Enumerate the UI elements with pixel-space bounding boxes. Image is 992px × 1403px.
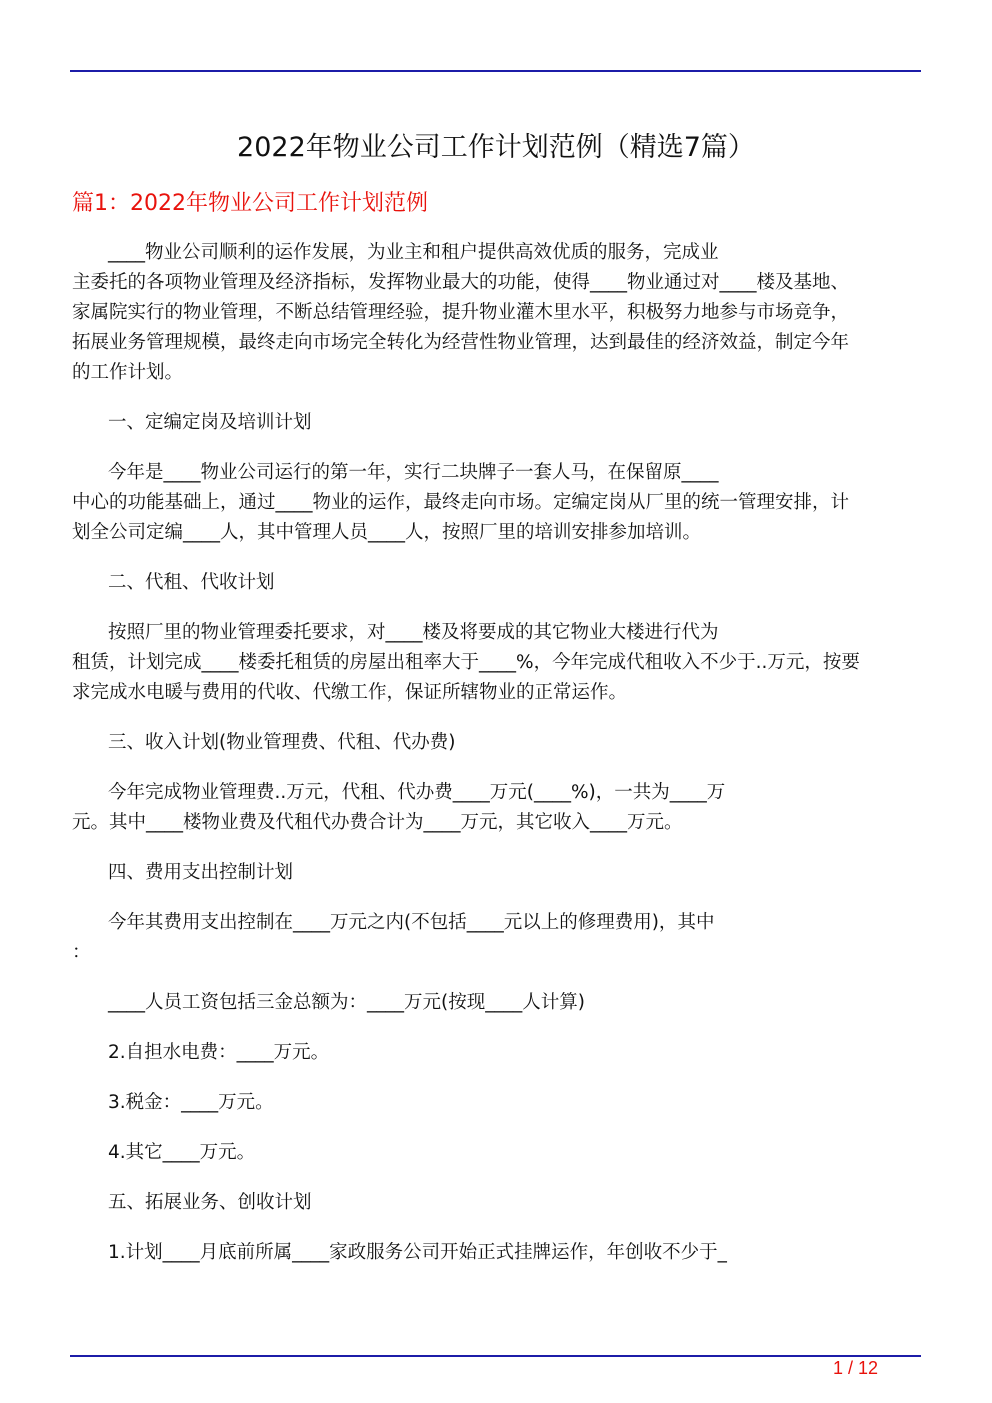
footer-rule	[70, 1355, 921, 1357]
text-line: 今年是____物业公司运行的第一年，实行二块牌子一套人马，在保留原____	[108, 462, 719, 483]
text-line: ：	[72, 942, 91, 963]
text-line: 今年其费用支出控制在____万元之内(不包括____元以上的修理费用)，其中	[108, 912, 715, 933]
paragraph	[72, 778, 922, 838]
text-line: 拓展业务管理规模，最终走向市场完全转化为经营性物业管理，达到最佳的经济效益，制定今年	[72, 332, 850, 353]
paragraph-list	[72, 238, 922, 1268]
paragraph	[72, 1088, 922, 1118]
paragraph	[72, 1138, 922, 1168]
subsection-heading	[72, 1188, 922, 1218]
text-line: 租赁，计划完成____楼委托租赁的房屋出租率大于____%，今年完成代租收入不少于..万元，按要	[72, 652, 860, 673]
text-line: 中心的功能基础上，通过____物业的运作，最终走向市场。定编定岗从厂里的统一管理安排，计	[72, 492, 850, 513]
text-line: 三、收入计划(物业管理费、代租、代办费)	[108, 732, 456, 753]
text-line: 划全公司定编____人，其中管理人员____人，按照厂里的培训安排参加培训。	[72, 522, 702, 543]
text-line: 1.计划____月底前所属____家政服务公司开始正式挂牌运作，年创收不少于_	[108, 1242, 727, 1263]
text-line: 五、拓展业务、创收计划	[108, 1192, 312, 1213]
subsection-heading	[72, 408, 922, 438]
text-line: ____人员工资包括三金总额为：____万元(按现____人计算)	[108, 992, 585, 1013]
text-line: 一、定编定岗及培训计划	[108, 412, 312, 433]
header-rule	[70, 70, 921, 72]
text-line: 四、费用支出控制计划	[108, 862, 294, 883]
text-line: 家属院实行的物业管理，不断总结管理经验，提升物业灌木里水平，积极努力地参与市场竞争，	[72, 302, 850, 323]
text-line: 的工作计划。	[72, 362, 184, 383]
text-line: 按照厂里的物业管理委托要求，对____楼及将要成的其它物业大楼进行代为	[108, 622, 719, 643]
paragraph	[72, 908, 922, 968]
text-line: 二、代租、代收计划	[108, 572, 275, 593]
document-body	[72, 188, 922, 1288]
paragraph	[72, 618, 922, 708]
section-title: 篇1：2022年物业公司工作计划范例	[72, 191, 428, 216]
text-line: 4.其它____万元。	[108, 1142, 256, 1163]
text-line: 主委托的各项物业管理及经济指标，发挥物业最大的功能，使得____物业通过对____楼及基地、	[72, 272, 850, 293]
document-title: 2022年物业公司工作计划范例（精选7篇）	[237, 132, 755, 163]
text-line: 3.税金：____万元。	[108, 1092, 274, 1113]
text-line: 求完成水电暖与费用的代收、代缴工作，保证所辖物业的正常运作。	[72, 682, 628, 703]
text-line: 2.自担水电费：____万元。	[108, 1042, 330, 1063]
paragraph	[72, 988, 922, 1018]
paragraph	[72, 1038, 922, 1068]
paragraph	[72, 238, 922, 388]
subsection-heading	[72, 728, 922, 758]
text-line: ____物业公司顺利的运作发展，为业主和租户提供高效优质的服务，完成业	[108, 242, 719, 263]
subsection-heading	[72, 568, 922, 598]
page-number: 1 / 12	[832, 1358, 878, 1378]
subsection-heading	[72, 858, 922, 888]
text-line: 元。其中____楼物业费及代租代办费合计为____万元，其它收入____万元。	[72, 812, 683, 833]
paragraph	[72, 458, 922, 548]
text-line: 今年完成物业管理费..万元，代租、代办费____万元(____%)，一共为____万	[108, 782, 726, 803]
paragraph	[72, 1238, 922, 1268]
